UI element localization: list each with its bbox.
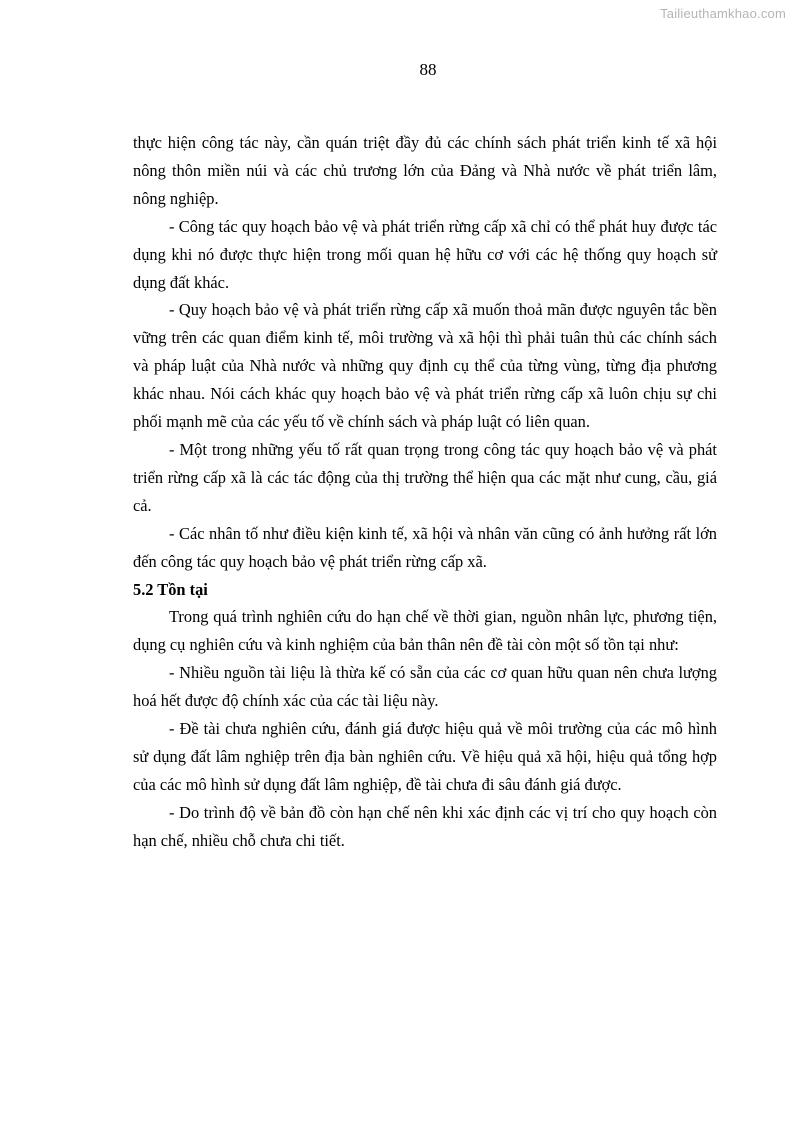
paragraph: - Do trình độ về bản đồ còn hạn chế nên khi xác định các vị trí cho quy hoạch còn hạn chế, nhiều chỗ chưa chi tiết. xyxy=(133,802,717,850)
paragraph: Trong quá trình nghiên cứu do hạn chế về thời gian, nguồn nhân lực, phương tiện, dụng cụ nghiên cứu và kinh nghiệm của bản thân nên đề tài còn một số tồn tại như: xyxy=(133,607,717,655)
paragraph: - Đề tài chưa nghiên cứu, đánh giá được hiệu quả về môi trường của các mô hình sử dụng đất lâm nghiệp trên địa bàn nghiên cứu. Về hiệu quả xã hội, hiệu quả tổng hợp của các mô hình sử dụng đất lâm nghiệp, đề tài chưa đi sâu đánh giá được. xyxy=(133,719,717,794)
paragraph: - Nhiều nguồn tài liệu là thừa kế có sẵn của các cơ quan hữu quan nên chưa lượng hoá hết được độ chính xác của các tài liệu này. xyxy=(133,663,717,711)
page-number: 88 xyxy=(419,60,437,79)
paragraph: - Công tác quy hoạch bảo vệ và phát triển rừng cấp xã chỉ có thể phát huy được tác dụng khi nó được thực hiện trong mối quan hệ hữu cơ với các hệ thống quy hoạch sử dụng đất khác. xyxy=(133,216,717,292)
paragraph: - Quy hoạch bảo vệ và phát triển rừng cấp xã muốn thoả mãn được nguyên tắc bền vững trên các quan điểm kinh tế, môi trường và xã hội thì phải tuân thủ các chính sách và pháp luật của Nhà nước và những quy định cụ thể của từng vùng, từng địa phương khác nhau. Nói cách khác quy hoạch bảo vệ và phát triển rừng cấp xã luôn chịu sự chi phối mạnh mẽ của các yếu tố về chính sách và pháp luật có liên quan. xyxy=(133,300,717,432)
paragraph: - Một trong những yếu tố rất quan trọng trong công tác quy hoạch bảo vệ và phát triển rừng cấp xã là các tác động của thị trường thể hiện qua các mặt như cung, cầu, giá cả. xyxy=(133,439,717,515)
watermark-text: Tailieuthamkhao.com xyxy=(660,6,786,21)
paragraph: thực hiện công tác này, cần quán triệt đầy đủ các chính sách phát triển kinh tế xã hội nông thôn miền núi và các chủ trương lớn của Đảng và Nhà nước về phát triển lâm, nông nghiệp. xyxy=(133,133,717,208)
document-body xyxy=(133,129,717,855)
paragraph: - Các nhân tố như điều kiện kinh tế, xã hội và nhân văn cũng có ảnh hưởng rất lớn đến công tác quy hoạch bảo vệ phát triển rừng cấp xã. xyxy=(133,523,717,571)
section-heading: 5.2 Tồn tại xyxy=(133,579,208,599)
